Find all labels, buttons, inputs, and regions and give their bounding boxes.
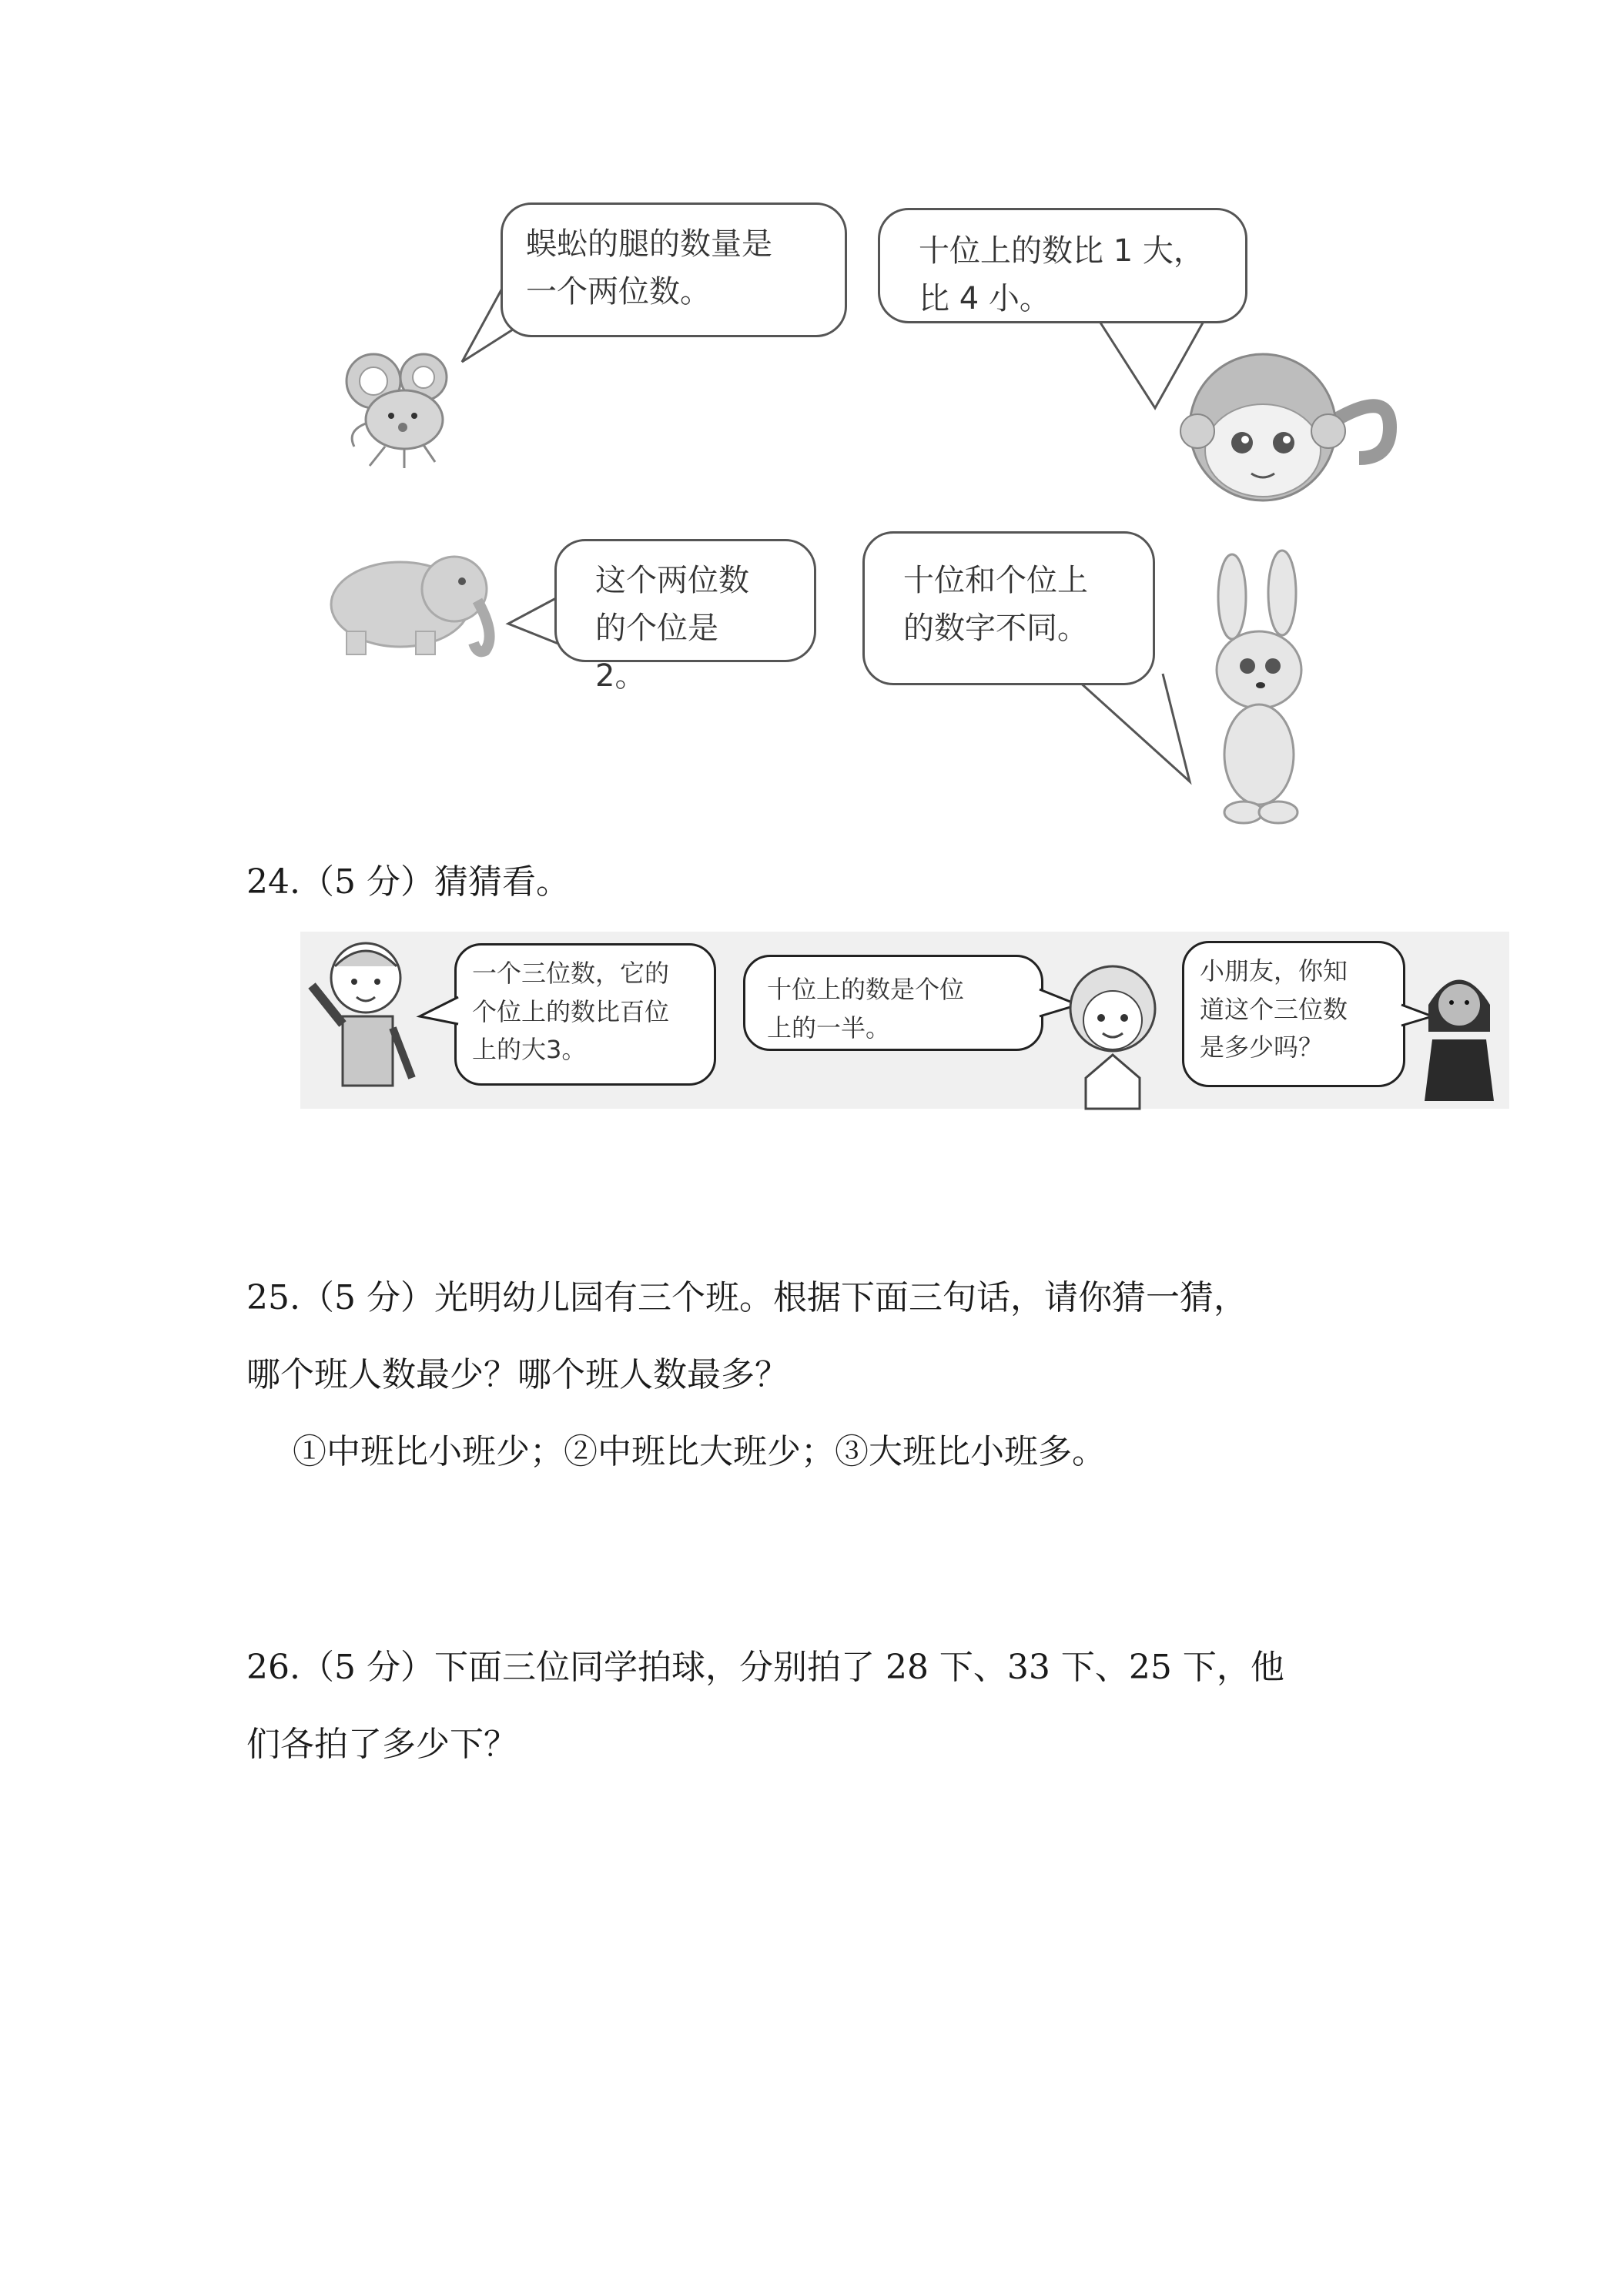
question-score: （5 分） bbox=[300, 1648, 434, 1687]
speech-bubble-boy bbox=[454, 943, 716, 1086]
bubble-line: 十位上的数比 1 大， bbox=[919, 233, 1204, 269]
question-number: 24. bbox=[246, 862, 300, 902]
mouse-illustration bbox=[339, 346, 462, 470]
bubble-line: 上的大3。 bbox=[472, 1035, 587, 1065]
speech-bubble-elephant bbox=[554, 539, 816, 694]
question-25-conditions: ①中班比小班少；②中班比大班少；③大班比小班多。 bbox=[293, 1432, 1106, 1471]
question-26-line-2: 们各拍了多少下？ bbox=[246, 1725, 517, 1764]
bubble-line: 的个位是 2。 bbox=[595, 611, 718, 694]
bubble-line: 蜈蚣的腿的数量是 bbox=[526, 226, 772, 262]
bubble-line: 道这个三位数 bbox=[1200, 994, 1348, 1024]
question-26-line-1 bbox=[246, 1648, 1284, 1689]
bubble-line: 十位上的数是个位 bbox=[767, 975, 965, 1004]
monkey-illustration bbox=[1182, 343, 1405, 504]
bubble-line: 小朋友，你知 bbox=[1200, 956, 1348, 986]
speech-bubble-monkey bbox=[878, 208, 1247, 323]
question-text: 猜猜看。 bbox=[434, 862, 570, 902]
bubble-line: 一个两位数。 bbox=[526, 274, 711, 310]
bubble-line: 个位上的数比百位 bbox=[472, 996, 670, 1026]
bubble-line: 比 4 小。 bbox=[919, 281, 1050, 316]
speech-bubble-woman bbox=[1182, 941, 1405, 1087]
rabbit-illustration bbox=[1190, 554, 1328, 832]
question-24 bbox=[246, 862, 570, 903]
girl-illustration bbox=[1055, 955, 1170, 1109]
question-number: 26. bbox=[246, 1648, 300, 1687]
boy-illustration bbox=[296, 932, 435, 1109]
speech-bubble-mouse bbox=[501, 202, 847, 337]
bubble-line: 是多少吗？ bbox=[1200, 1033, 1324, 1063]
woman-illustration bbox=[1417, 962, 1502, 1101]
question-score: （5 分） bbox=[300, 1278, 434, 1317]
bubble-line: 的数字不同。 bbox=[903, 611, 1088, 646]
speech-bubble-girl bbox=[743, 955, 1043, 1051]
bubble-line: 这个两位数 bbox=[595, 563, 749, 598]
speech-bubble-rabbit bbox=[862, 531, 1155, 685]
bubble-line: 十位和个位上 bbox=[903, 563, 1088, 598]
question-25-line-2: 哪个班人数最少？哪个班人数最多？ bbox=[246, 1355, 789, 1394]
bubble-tail bbox=[416, 993, 462, 1032]
bubble-line: 一个三位数，它的 bbox=[472, 959, 670, 988]
question-score: （5 分） bbox=[300, 862, 434, 902]
elephant-illustration bbox=[323, 543, 508, 658]
question-text: 下面三位同学拍球，分别拍了 28 下、33 下、25 下，他 bbox=[434, 1648, 1284, 1687]
bubble-line: 上的一半。 bbox=[767, 1012, 891, 1043]
question-number: 25. bbox=[246, 1278, 300, 1317]
question-text: 光明幼儿园有三个班。根据下面三句话，请你猜一猜， bbox=[434, 1278, 1247, 1317]
question-25-line-1 bbox=[246, 1278, 1247, 1319]
